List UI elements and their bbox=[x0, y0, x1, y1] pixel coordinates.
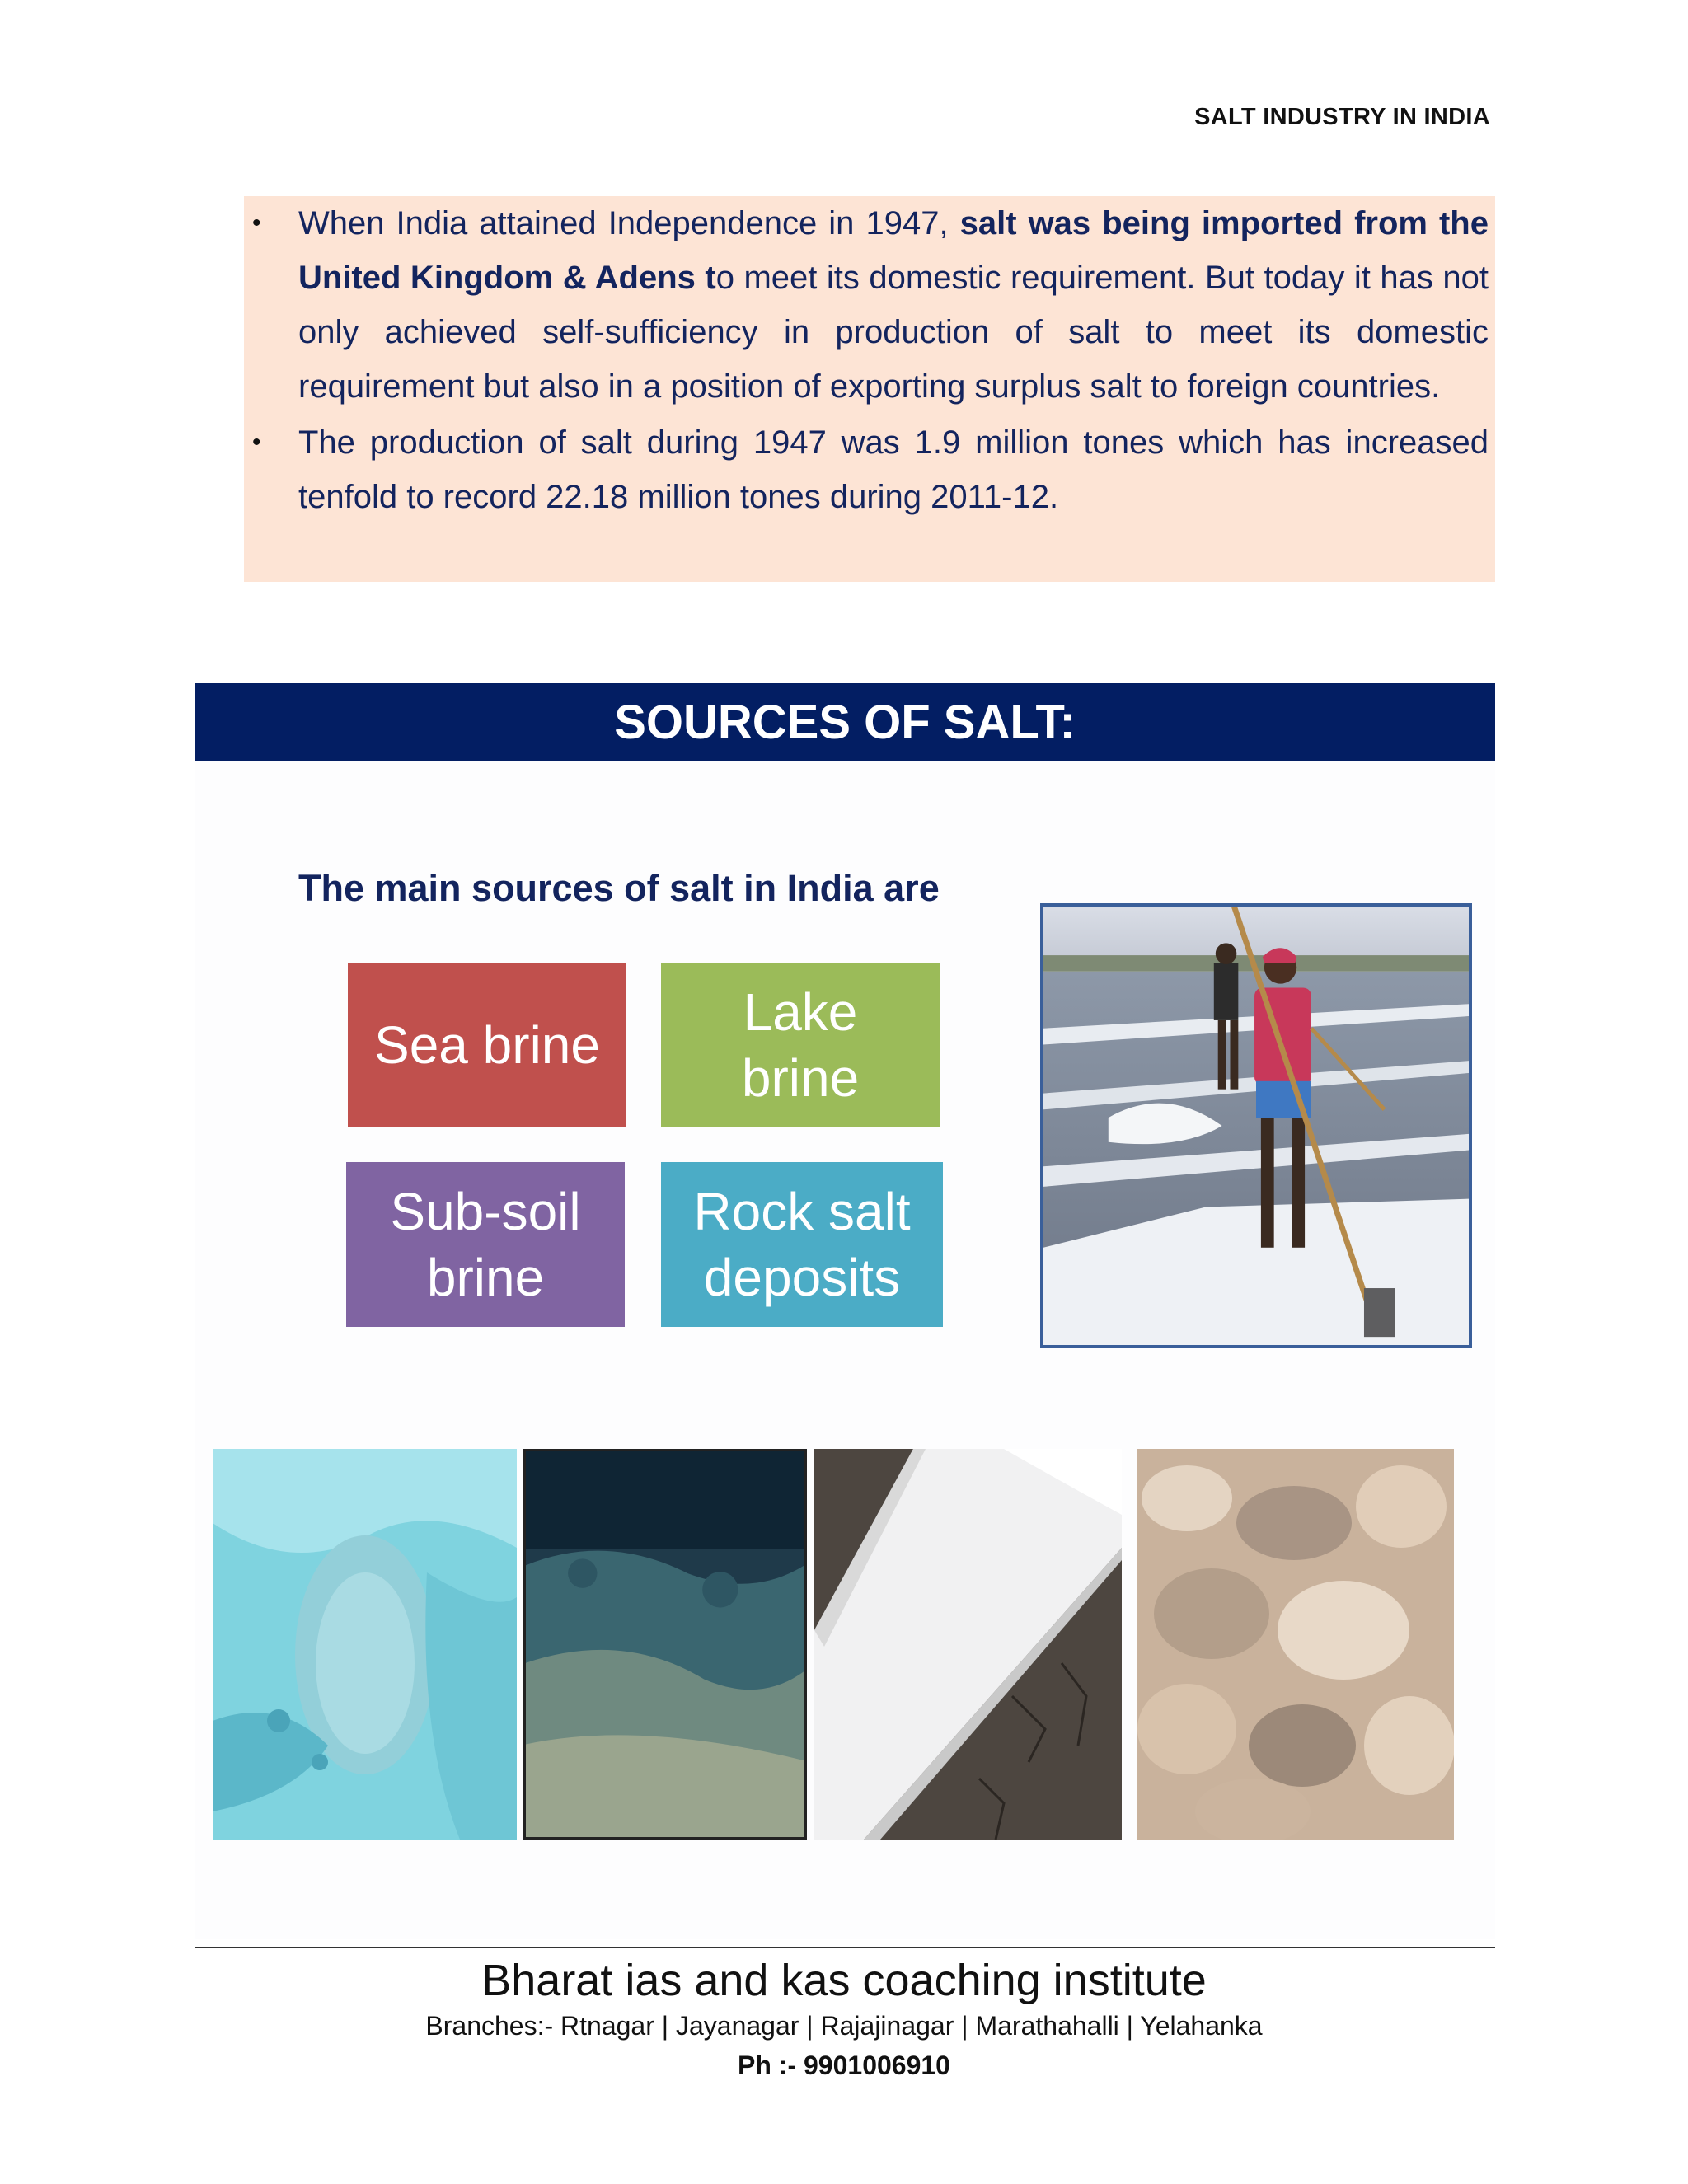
intro-bullet-production bbox=[244, 415, 1495, 524]
rock-salt-photo bbox=[1137, 1449, 1454, 1840]
intro-bullet-independence bbox=[244, 196, 1495, 414]
lake-brine-image bbox=[526, 1451, 804, 1837]
section-banner bbox=[195, 683, 1495, 761]
intro-text-bold: salt was being imported from the United Kingdom & Adens t bbox=[298, 205, 1489, 296]
source-tile-sea-brine: Sea brine bbox=[348, 963, 626, 1127]
footer-institute-name: Bharat ias and kas coaching institute bbox=[481, 1956, 1207, 2005]
section-title: SOURCES OF SALT: bbox=[614, 695, 1076, 749]
lake-brine-photo bbox=[523, 1449, 807, 1840]
footer-divider bbox=[195, 1947, 1495, 1948]
intro-highlight-box bbox=[244, 196, 1495, 582]
production-text: The production of salt during 1947 was 1.9 million tones which has increased tenfold to record 22.18 million tones during 2011-12. bbox=[298, 424, 1489, 515]
footer-branches: Branches:- Rtnagar | Jayanagar | Rajajinagar | Marathahalli | Yelahanka bbox=[425, 2011, 1263, 2041]
sea-brine-photo bbox=[213, 1449, 517, 1840]
source-tile-rock-salt: Rock salt deposits bbox=[661, 1162, 943, 1327]
subsoil-brine-photo bbox=[814, 1449, 1122, 1840]
sea-brine-image bbox=[213, 1449, 517, 1840]
intro-bullet-list bbox=[244, 196, 1495, 524]
sources-lead-text: The main sources of salt in India are bbox=[298, 867, 940, 909]
salt-pan-worker-image bbox=[1043, 907, 1469, 1345]
salt-pan-worker-photo bbox=[1040, 903, 1472, 1348]
intro-text-start: When India attained Independence in 1947, bbox=[298, 205, 960, 241]
subsoil-brine-image bbox=[814, 1449, 1122, 1840]
rock-salt-image bbox=[1137, 1449, 1454, 1840]
bullet-marker: • bbox=[252, 209, 261, 237]
bullet-marker: • bbox=[252, 429, 261, 456]
footer-phone: Ph :- 9901006910 bbox=[738, 2050, 950, 2080]
running-header: SALT INDUSTRY IN INDIA bbox=[1194, 104, 1490, 130]
source-tile-lake-brine: Lake brine bbox=[661, 963, 940, 1127]
source-tile-subsoil-brine: Sub-soil brine bbox=[346, 1162, 625, 1327]
intro-text-end: o meet its domestic requirement. But today it has not only achieved self-sufficiency in production of salt to meet its domestic requirement but also in a position of exporting surplus salt to foreign countries. bbox=[298, 260, 1489, 405]
